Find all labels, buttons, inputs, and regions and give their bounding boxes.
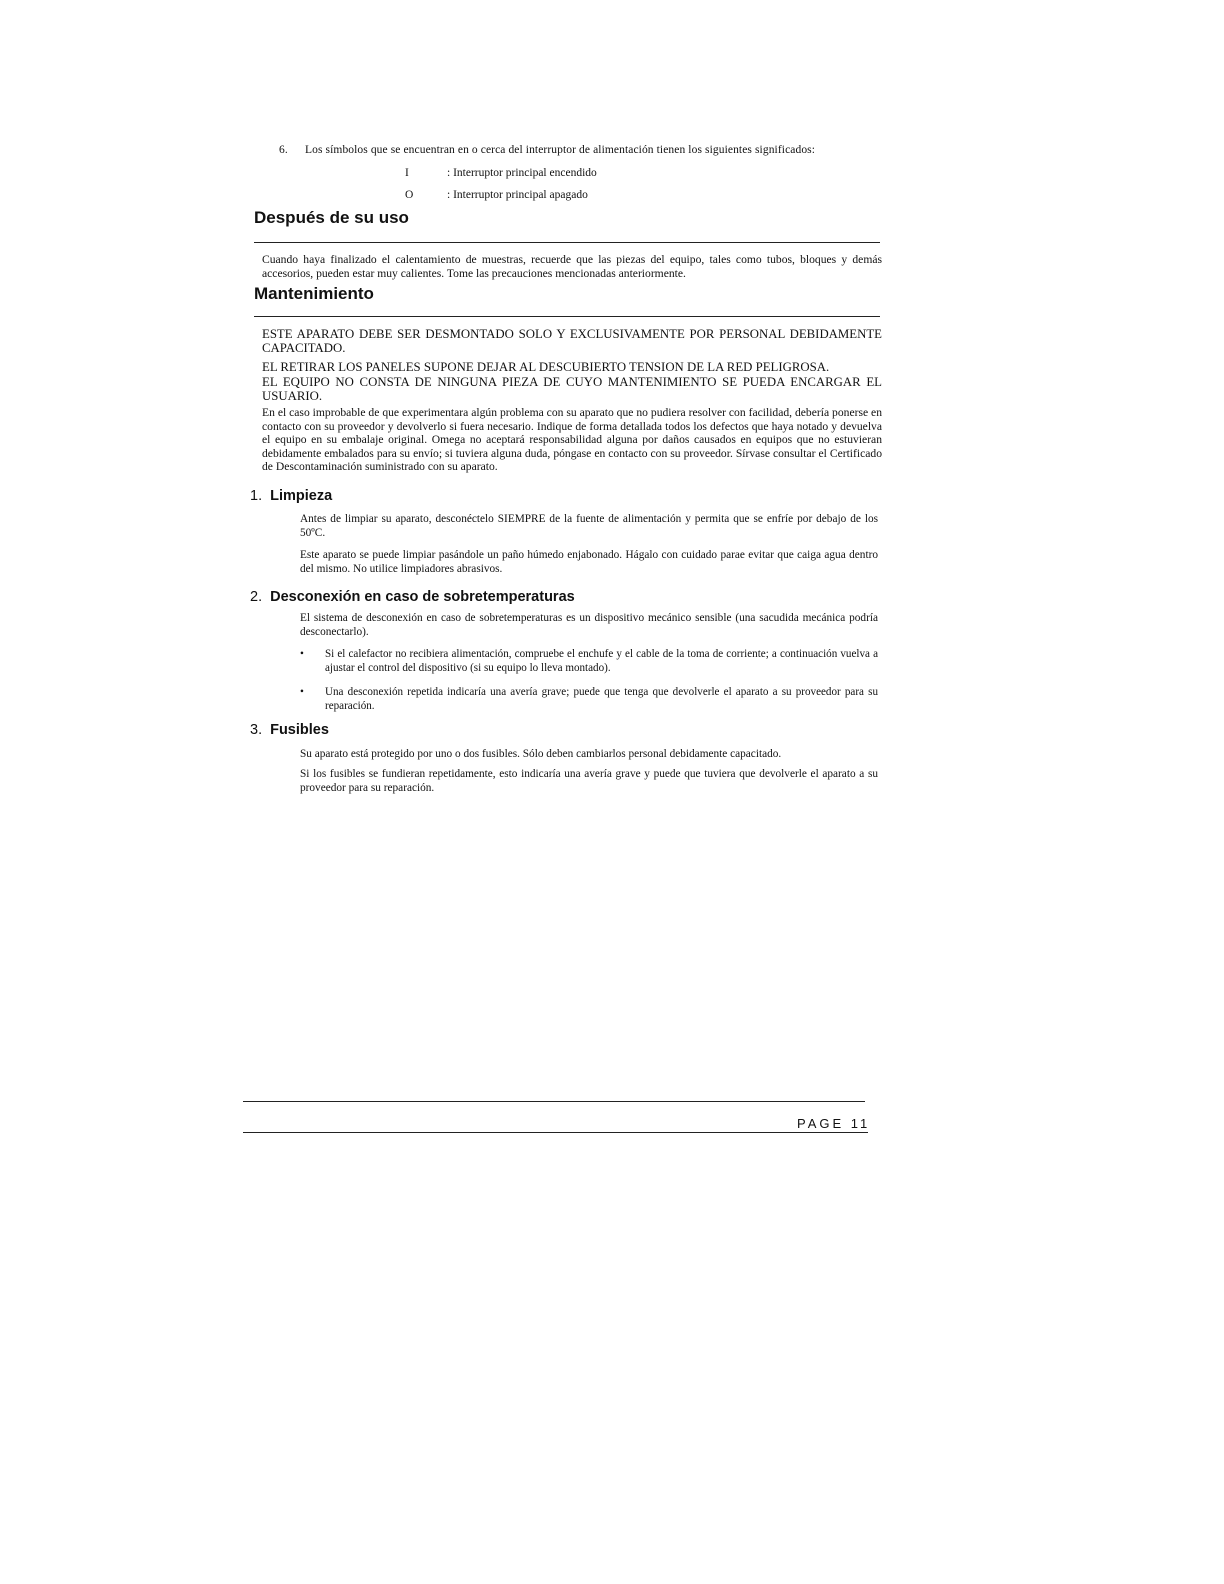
list-item-6 [279,144,889,156]
section-title: Fusibles [270,722,329,738]
fusibles-paragraph-1: Su aparato está protegido por uno o dos fusibles. Sólo deben cambiarlos personal debidamente capacitado. [300,748,782,760]
section-divider [254,242,880,243]
heading-despues: Después de su uso [254,208,409,227]
warning-caps-2: EL RETIRAR LOS PANELES SUPONE DEJAR AL DESCUBIERTO TENSION DE LA RED PELIGROSA. [262,360,830,374]
item-text: Los símbolos que se encuentran en o cerca del interruptor de alimentación tienen los siguientes significados: [305,144,816,156]
bullet-icon: • [300,686,304,698]
symbol-desc: : Interruptor principal encendido [447,167,597,179]
symbol-key: O [405,189,414,201]
section-number: 2. [250,589,263,605]
list-item [300,648,878,675]
footer-rule-top [243,1101,865,1102]
list-item [300,686,878,713]
heading-limpieza [250,488,332,504]
limpieza-paragraph-2: Este aparato se puede limpiar pasándole un paño húmedo enjabonado. Hágalo con cuidado parae evitar que caiga agua dentro del mismo. No utilice limpiadores abrasivos. [300,549,878,575]
section-number: 3. [250,722,263,738]
desconexion-paragraph: El sistema de desconexión en caso de sobretemperaturas es un dispositivo mecánico sensible (una sacudida mecánica podría desconectarlo). [300,612,878,638]
section-title: Limpieza [270,488,333,504]
item-number: 6. [279,144,288,156]
heading-mantenimiento: Mantenimiento [254,284,374,303]
section-title: Desconexión en caso de sobretemperaturas [270,589,575,605]
warning-caps-3: EL EQUIPO NO CONSTA DE NINGUNA PIEZA DE CUYO MANTENIMIENTO SE PUEDA ENCARGAR EL USUARIO. [262,375,882,404]
bullet-icon: • [300,648,304,660]
symbol-row-on [405,167,597,179]
page-number: PAGE 11 [797,1116,871,1131]
fusibles-paragraph-2: Si los fusibles se fundieran repetidamente, esto indicaría una avería grave y puede que tuviera que devolverle el aparato a su proveedor para su reparación. [300,768,878,794]
bullet-text: Una desconexión repetida indicaría una avería grave; puede que tenga que devolverle el aparato a su proveedor para su reparación. [325,686,878,712]
heading-desconexion [250,589,575,605]
symbol-row-off [405,189,588,201]
despues-paragraph: Cuando haya finalizado el calentamiento de muestras, recuerde que las piezas del equipo, tales como tubos, bloques y demás accesorios, pueden estar muy calientes. Tome las precauciones mencionadas anteriormente. [262,253,882,280]
mantenimiento-paragraph: En el caso improbable de que experimentara algún problema con su aparato que no pudiera resolver con facilidad, debería ponerse en contacto con su proveedor y devolverlo si fuera necesario. Indique de forma detallada todos los defectos que haya notado y devuelva el equipo en su embalaje original. Omega no aceptará responsabilidad alguna por daños causados en equipos que no estuvieran debidamente embalados para su envío; si tuviera alguna duda, póngase en contacto con su proveedor. Sírvase consultar el Certificado de Descontaminación suministrado con su aparato. [262,406,882,474]
limpieza-paragraph-1: Antes de limpiar su aparato, desconéctelo SIEMPRE de la fuente de alimentación y permita que se enfríe por debajo de los 50ºC. [300,513,878,539]
section-divider [254,316,880,317]
footer-rule-bottom [243,1132,868,1133]
heading-fusibles [250,722,329,738]
bullet-text: Si el calefactor no recibiera alimentación, compruebe el enchufe y el cable de la toma de corriente; a continuación vuelva a ajustar el control del dispositivo (si su equipo lo lleva montado). [325,648,878,674]
warning-caps-1: ESTE APARATO DEBE SER DESMONTADO SOLO Y EXCLUSIVAMENTE POR PERSONAL DEBIDAMENTE CAPACITADO. [262,327,882,356]
symbol-key: I [405,167,409,179]
symbol-desc: : Interruptor principal apagado [447,189,588,201]
section-number: 1. [250,488,263,504]
